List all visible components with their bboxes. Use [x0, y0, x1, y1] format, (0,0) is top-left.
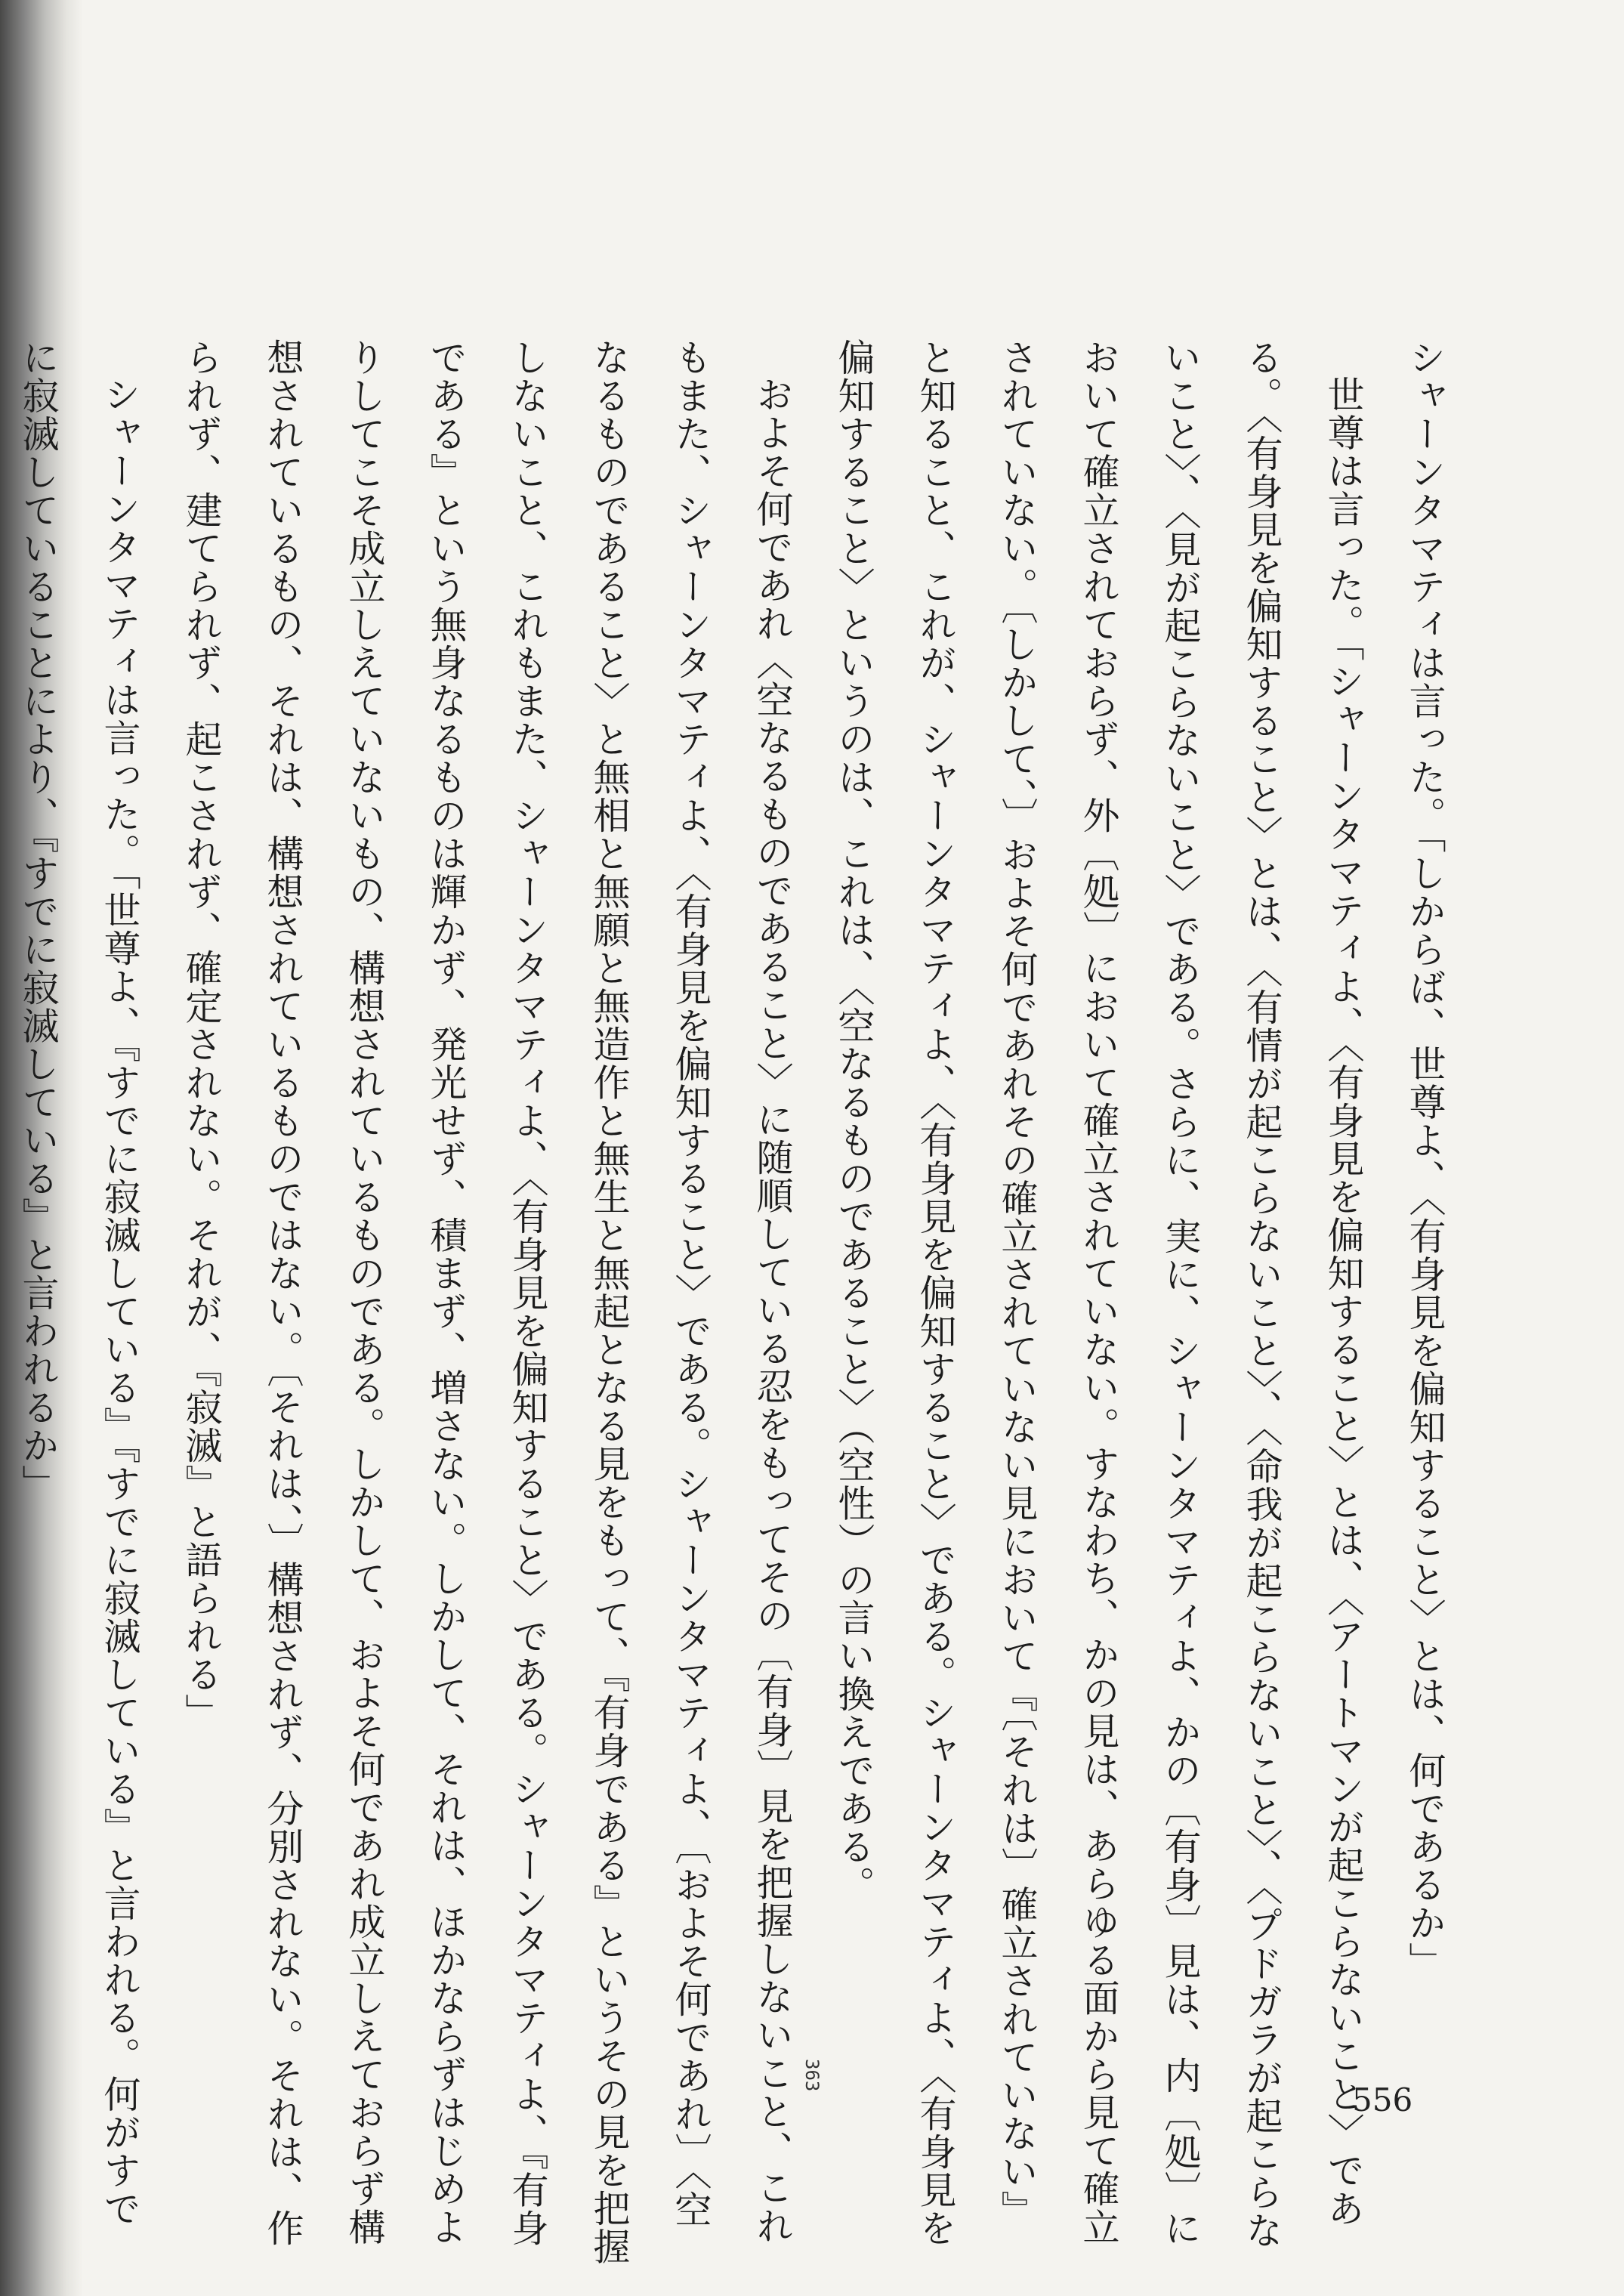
- text-line: およそ何であれ〈空なるものであること〉に随順している忍をもってその〔有身〕見を把握しないこと、これ: [751, 375, 794, 2245]
- text-line: されていない。〔しかして、〕およそ何であれその確立されていない見において『〔それは〕確立されていない』: [996, 338, 1039, 2229]
- text-line: しないこと、これもまた、シャーンタマティよ、〈有身見を偏知すること〉である。シャーンタマティよ、『有身: [506, 338, 549, 2248]
- text-line: と知ること、これが、シャーンタマティよ、〈有身見を偏知すること〉である。シャーンタマティよ、〈有身見を: [914, 338, 957, 2248]
- text-line: もまた、シャーンタマティよ、〈有身見を偏知すること〉である。シャーンタマティよ、〔およそ何であれ〕〈空: [669, 338, 712, 2229]
- vertical-text-body: [0, 338, 1465, 2266]
- text-line: りしてこそ成立しえていないもの、構想されているものである。しかして、およそ何であれ成立しえておらず構: [343, 338, 386, 2246]
- text-line: おいて確立されておらず、外〔処〕において確立されていない。すなわち、かの見は、あらゆる面から見て確立: [1077, 338, 1120, 2246]
- text-line: に寂滅していることにより、『すでに寂滅している』と言われるか」: [17, 338, 60, 1503]
- text-line: る。〈有身見を偏知すること〉とは、〈有情が起こらないこと〉、〈命我が起こらないこと〉、〈プドガラが起こらな: [1240, 338, 1283, 2250]
- text-line: シャーンタマティは言った。「世尊よ、『すでに寂滅している』『すでに寂滅している』と言われる。何がすで: [98, 375, 141, 2228]
- text-line: である』という無身なるものは輝かず、発光せず、積まず、増さない。しかして、それは、ほかならずはじめよ: [425, 338, 468, 2246]
- center-page-mark: 363: [801, 2059, 823, 2092]
- text-line: 世尊は言った。「シャーンタマティよ、〈有身見を偏知すること〉とは、〈アートマンが起こらないこと〉であ: [1322, 375, 1365, 2228]
- text-line: いこと〉、〈見が起こらないこと〉である。さらに、実に、シャーンタマティよ、かの〔有身〕見は、内〔処〕に: [1159, 338, 1202, 2248]
- text-line: なるものであること〉と無相と無願と無造作と無生と無起となる見をもって、『有身である』というその見を把握: [588, 338, 631, 2266]
- text-line: 偏知すること〉というのは、これは、〈空なるものであること〉（空性）の言い換えである。: [832, 338, 875, 1904]
- text-line: 想されているもの、それは、構想されているものではない。〔それは、〕構想されず、分別されない。それは、作: [261, 338, 304, 2248]
- text-line: シャーンタマティは言った。「しからば、世尊よ、〈有身見を偏知すること〉とは、何であるか」: [1403, 338, 1446, 1980]
- text-line: られず、建てられず、起こされず、確定されない。それが、『寂滅』と語られる」: [180, 338, 223, 1732]
- page-number: 556: [1352, 2081, 1413, 2118]
